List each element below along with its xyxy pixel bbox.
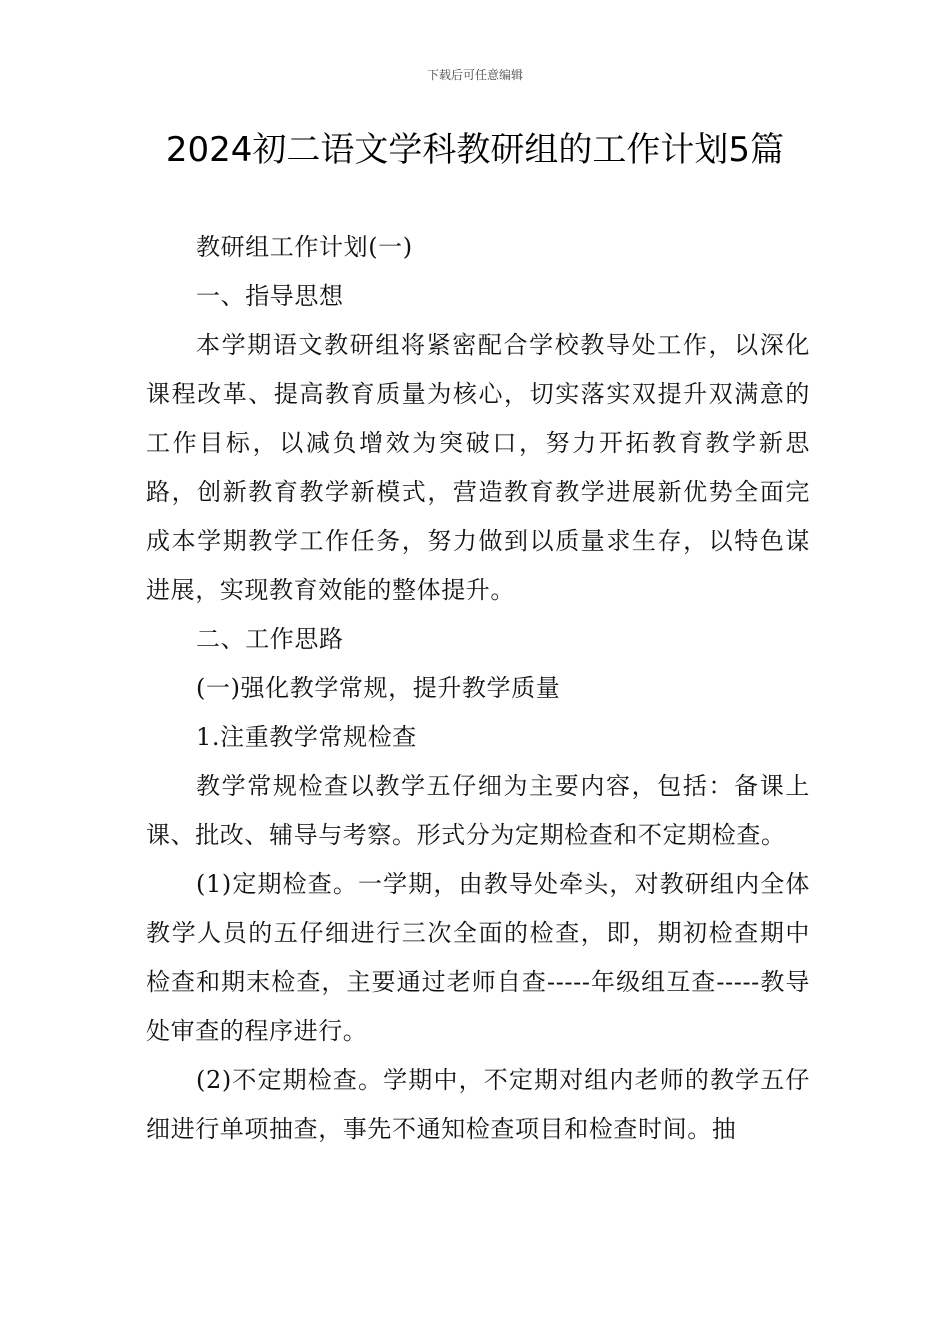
document-body xyxy=(146,223,810,1154)
document-title: 2024初二语文学科教研组的工作计划5篇 xyxy=(165,130,785,170)
paragraph-irregular-inspection: (2)不定期检查。学期中，不定期对组内老师的教学五仔细进行单项抽查，事先不通知检查项目和检查时间。抽 xyxy=(146,1066,810,1143)
subheading-routine-inspection: 1.注重教学常规检查 xyxy=(196,723,417,751)
section-heading-work-approach: 二、工作思路 xyxy=(196,625,344,653)
section-heading-guiding-thought: 一、指导思想 xyxy=(196,282,344,310)
header-note: 下载后可任意编辑 xyxy=(426,68,523,82)
paragraph-guiding-thought: 本学期语文教研组将紧密配合学校教导处工作，以深化课程改革、提高教育质量为核心，切实落实双提升双满意的工作目标，以减负增效为突破口，努力开拓教育教学新思路，创新教育教学新模式，营造教育教学进展新优势全面完成本学期教学工作任务，努力做到以质量求生存，以特色谋进展，实现教育效能的整体提升。 xyxy=(146,331,810,604)
paragraph-regular-inspection: (1)定期检查。一学期，由教导处牵头，对教研组内全体教学人员的五仔细进行三次全面的检查，即，期初检查期中检查和期末检查，主要通过老师自查-----年级组互查-----教导处审查的程序进行。 xyxy=(146,870,810,1045)
section-heading-plan-one: 教研组工作计划(一) xyxy=(196,233,413,261)
paragraph-routine-inspection: 教学常规检查以教学五仔细为主要内容，包括：备课上课、批改、辅导与考察。形式分为定期检查和不定期检查。 xyxy=(146,772,810,849)
subheading-strengthen-routine: (一)强化教学常规，提升教学质量 xyxy=(196,674,561,702)
